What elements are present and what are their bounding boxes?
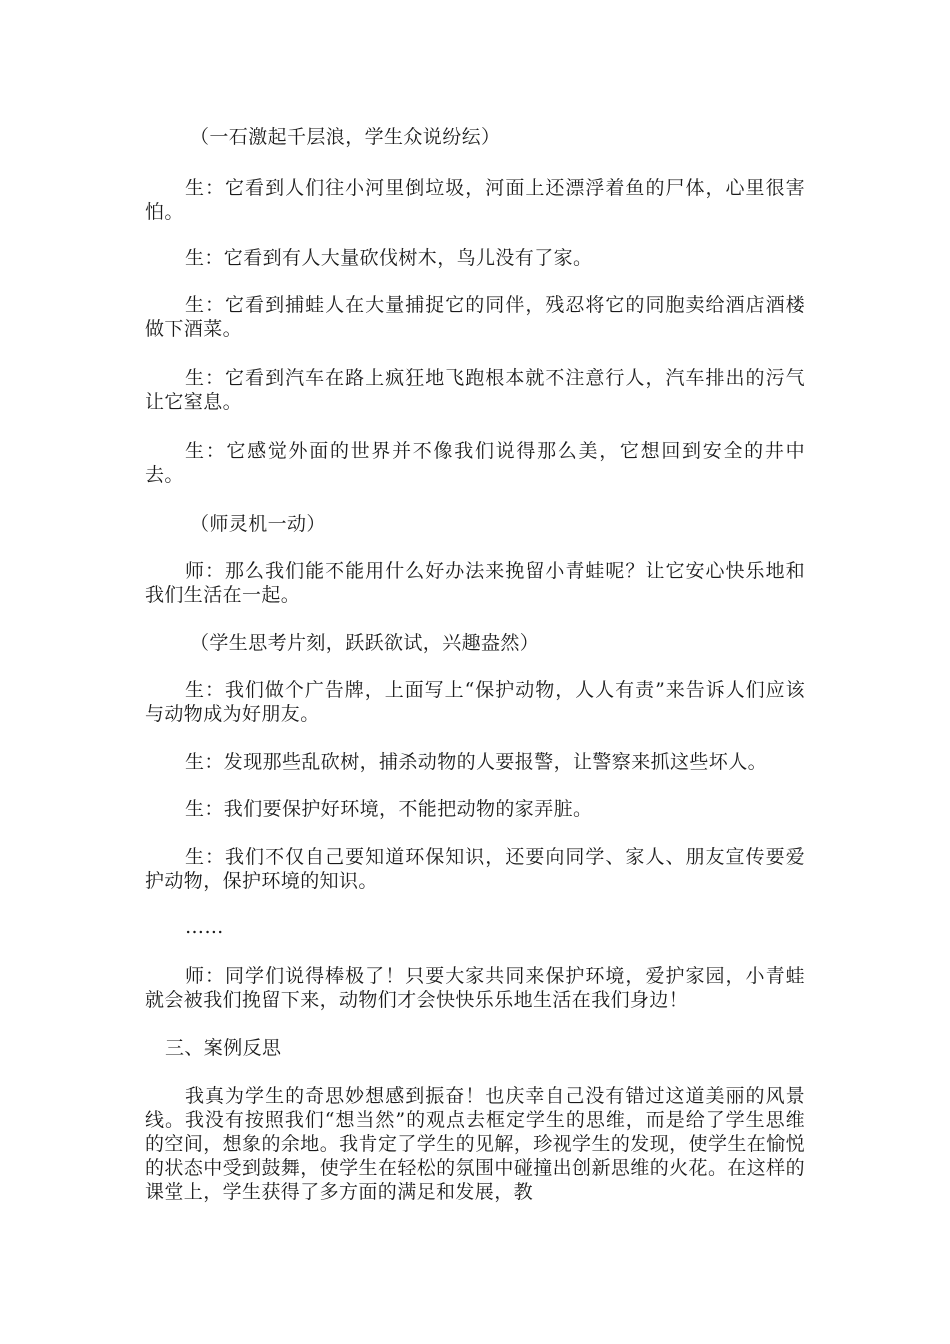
teacher-line-2: 师：同学们说得棒极了！只要大家共同来保护环境，爱护家园，小青蛙就会被我们挽留下来，动物们才会快快乐乐地生活在我们身边！: [145, 965, 805, 1011]
stage-note-1: （一石激起千层浪，学生众说纷纭）: [190, 126, 501, 148]
student-line-6: 生：我们做个广告牌，上面写上“保护动物，人人有责”来告诉人们应该与动物成为好朋友。: [145, 679, 805, 725]
student-line-3: 生：它看到捕蛙人在大量捕捉它的同伴，残忍将它的同胞卖给酒店酒楼做下酒菜。: [145, 294, 805, 340]
student-line-7: 生：发现那些乱砍树，捕杀动物的人要报警，让警察来抓这些坏人。: [185, 751, 768, 773]
stage-note-2: （师灵机一动）: [190, 513, 326, 535]
student-line-4: 生：它看到汽车在路上疯狂地飞跑根本就不注意行人，汽车排出的污气让它窒息。: [145, 367, 805, 413]
student-line-1: 生：它看到人们往小河里倒垃圾，河面上还漂浮着鱼的尸体，心里很害怕。: [145, 177, 805, 223]
reflection-paragraph: 我真为学生的奇思妙想感到振奋！也庆幸自己没有错过这道美丽的风景线。我没有按照我们“想当然”的观点去框定学生的思维，而是给了学生思维的空间，想象的余地。我肯定了学生的见解，珍视学生的发现，使学生在愉悦的状态中受到鼓舞，使学生在轻松的氛围中碰撞出创新思维的火花。在这样的课堂上，学生获得了多方面的满足和发展，教: [145, 1085, 805, 1203]
section-heading: 三、案例反思: [165, 1037, 282, 1059]
ellipsis: ……: [185, 916, 224, 938]
student-line-8: 生：我们要保护好环境，不能把动物的家弄脏。: [185, 798, 593, 820]
stage-note-3: （学生思考片刻，跃跃欲试，兴趣盎然）: [190, 632, 540, 654]
student-line-9: 生：我们不仅自己要知道环保知识，还要向同学、家人、朋友宣传要爱护动物，保护环境的知识。: [145, 846, 805, 892]
teacher-line-1: 师：那么我们能不能用什么好办法来挽留小青蛙呢？让它安心快乐地和我们生活在一起。: [145, 560, 805, 606]
student-line-5: 生：它感觉外面的世界并不像我们说得那么美，它想回到安全的井中去。: [145, 440, 805, 486]
student-line-2: 生：它看到有人大量砍伐树木，鸟儿没有了家。: [185, 247, 593, 269]
